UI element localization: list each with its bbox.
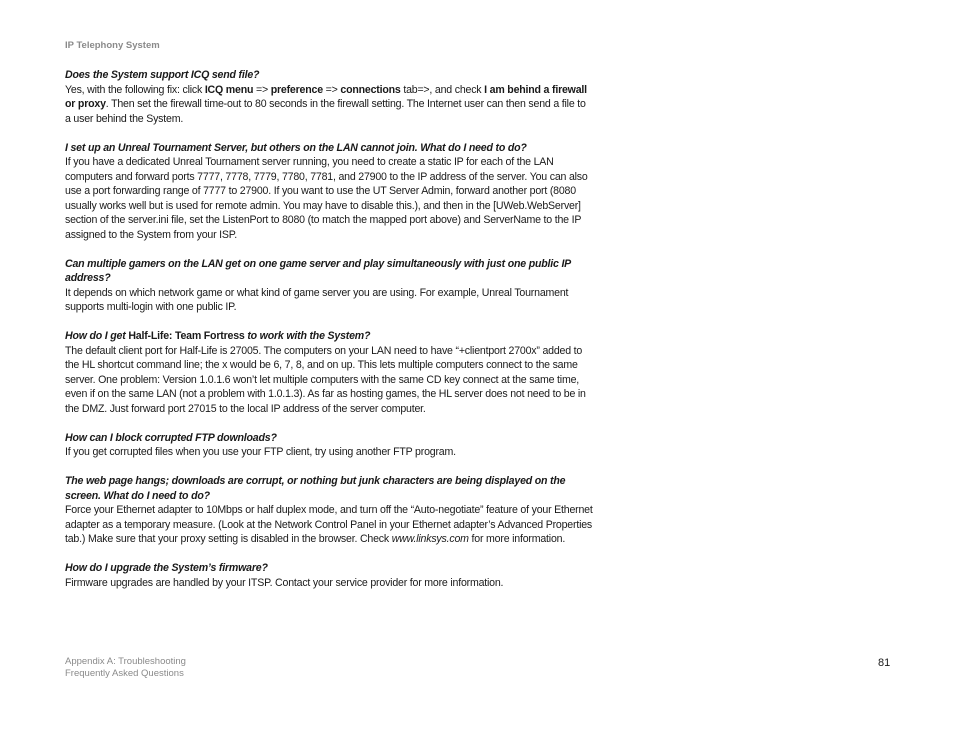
faq-answer: Force your Ethernet adapter to 10Mbps or half duplex mode, and turn off the “Auto-negotiate” feature of your Ethernet adapter as a temporary measure. (Look at the Network Control Panel in your Ethernet adapter’s Advanced Properties tab.) Make sure that your proxy setting is disabled in the browser. Check www.linksys.com for more information.: [65, 504, 593, 545]
faq-item-icq: [65, 68, 593, 126]
page-number: 81: [878, 657, 891, 669]
faq-question: How do I upgrade the System’s firmware?: [65, 562, 268, 574]
faq-answer: Yes, with the following fix: click ICQ menu => preference => connections tab=>, and check I am behind a firewall or proxy. Then set the firewall time-out to 80 seconds in the firewall setting. The Internet user can then send a file to a user behind the System.: [65, 83, 587, 125]
faq-question: How can I block corrupted FTP downloads?: [65, 431, 277, 444]
faq-question: The web page hangs; downloads are corrupt, or nothing but junk characters are being displayed on the screen. What do I need to do?: [65, 475, 566, 502]
faq-answer: The default client port for Half-Life is 27005. The computers on your LAN need to have “+clientport 2700x” added to the HL shortcut command line; the x would be 6, 7, 8, and on up. This lets multiple computers connect to the same server. One problem: Version 1.0.1.6 won’t let multiple computers with the same CD key connect at the same time, even if on the same LAN (not a problem with 1.0.1.3). As far as hosting games, the HL server does not need to be in the DMZ. Just forward port 27015 to the local IP address of the server computer.: [65, 344, 586, 415]
faq-question: Can multiple gamers on the LAN get on one game server and play simultaneously with just one public IP address?: [65, 257, 571, 284]
running-head: IP Telephony System: [65, 40, 160, 51]
footer-subsection: Frequently Asked Questions: [65, 668, 184, 679]
game-title: Half-Life: Team Fortress: [128, 330, 245, 342]
faq-answer: If you have a dedicated Unreal Tournament server running, you need to create a static IP for each of the LAN computers and forward ports 7777, 7778, 7779, 7780, 7781, and 27900 to the IP address of the server. You can also use a port forwarding range of 7777 to 27900. If you want to use the UT Server Admin, forward another port (8080 usually works well but is used for remote admin. You may have to disable this.), and then in the [UWeb.WebServer] section of the server.ini file, set the ListenPort to 8080 (to match the mapped port above) and ServerName to the IP assigned to the System from your ISP.: [65, 156, 588, 241]
faq-question: Does the System support ICQ send file?: [65, 69, 260, 81]
faq-answer: Firmware upgrades are handled by your ITSP. Contact your service provider for more information.: [65, 576, 504, 589]
faq-content: [65, 68, 593, 605]
linksys-url: www.linksys.com: [391, 533, 469, 545]
faq-item-firmware: [65, 561, 593, 590]
faq-item-ftp: [65, 431, 593, 460]
footer: [65, 656, 186, 680]
faq-answer: It depends on which network game or what kind of game server you are using. For example, Unreal Tournament supports multi-login with one public IP.: [65, 286, 569, 313]
faq-item-web-page-hangs: [65, 474, 593, 547]
footer-section: Appendix A: Troubleshooting: [65, 656, 186, 667]
faq-item-half-life: [65, 329, 593, 416]
faq-answer: If you get corrupted files when you use your FTP client, try using another FTP program.: [65, 446, 456, 458]
faq-question: How do I get Half-Life: Team Fortress to work with the System?: [65, 330, 371, 342]
faq-item-multiple-gamers: [65, 257, 593, 315]
faq-item-unreal: [65, 141, 593, 243]
faq-question: I set up an Unreal Tournament Server, but others on the LAN cannot join. What do I need to do?: [65, 141, 527, 154]
